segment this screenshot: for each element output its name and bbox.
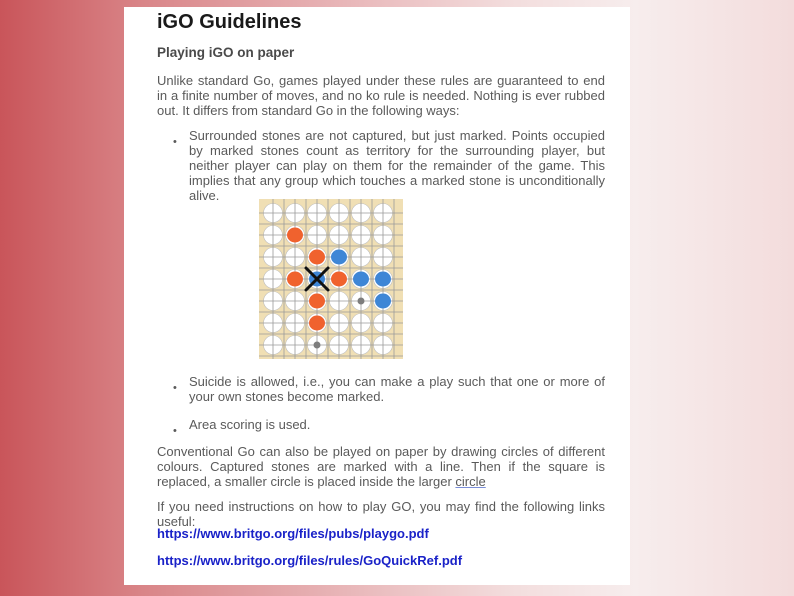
orange-stone — [287, 272, 303, 287]
orange-stone — [309, 250, 325, 265]
orange-stone — [309, 294, 325, 309]
document-page — [124, 7, 630, 585]
page-title: iGO Guidelines — [157, 11, 302, 33]
conventional-go-text: Conventional Go can also be played on paper by drawing circles of different colours. Captured stones are marked with a line. Then if the square is replaced, a smaller circle is placed inside the larger — [157, 444, 605, 489]
empty-point-dot — [314, 342, 321, 349]
goquickref-pdf-link[interactable]: https://www.britgo.org/files/rules/GoQuickRef.pdf — [157, 553, 463, 568]
intro-paragraph: Unlike standard Go, games played under these rules are guaranteed to end in a finite number of moves, and no ko rule is needed. Nothing is ever rubbed out. It differs from standard Go in the following ways: — [157, 73, 605, 118]
bullet-item-3: Area scoring is used. — [189, 417, 311, 432]
links-intro-paragraph: If you need instructions on how to play GO, you may find the following links useful: — [157, 499, 605, 529]
orange-stone — [287, 228, 303, 243]
bullet-item-1: Surrounded stones are not captured, but just marked. Points occupied by marked stones count as territory for the surrounding player, but neither player can play on them for the remainder of the game. This implies that any group which touches a marked stone is unconditionally alive. — [189, 128, 605, 203]
orange-stone — [309, 316, 325, 331]
blue-stone — [331, 250, 347, 265]
bullet-dot-2: • — [173, 382, 177, 394]
bullet-item-2: Suicide is allowed, i.e., you can make a play such that one or more of your own stones become marked. — [189, 374, 605, 404]
go-board-diagram — [259, 199, 403, 359]
blue-stone — [375, 272, 391, 287]
empty-point-dot — [358, 298, 365, 305]
underlined-word: circle — [455, 474, 486, 489]
conventional-go-paragraph — [157, 444, 605, 489]
bullet-dot-1: • — [173, 136, 177, 148]
bullet-dot-3: • — [173, 425, 177, 437]
playgo-pdf-link[interactable]: https://www.britgo.org/files/pubs/playgo.pdf — [157, 526, 429, 541]
blue-stone — [375, 294, 391, 309]
orange-stone — [331, 272, 347, 287]
blue-stone — [353, 272, 369, 287]
section-heading: Playing iGO on paper — [157, 45, 295, 60]
